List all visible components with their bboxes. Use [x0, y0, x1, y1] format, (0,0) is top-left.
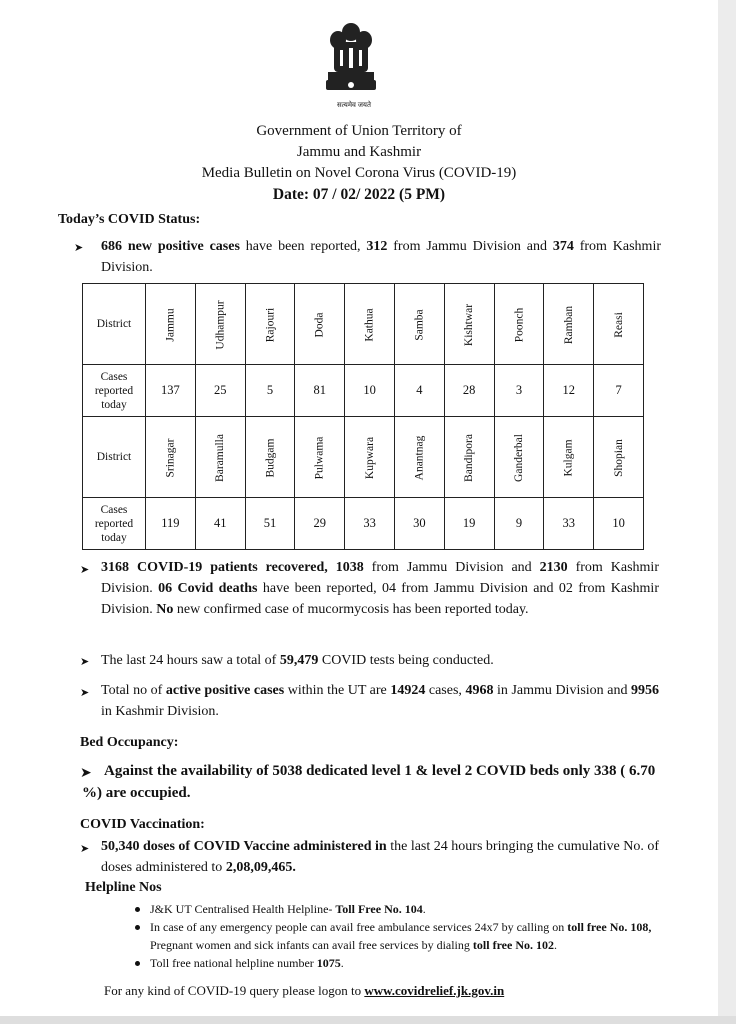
header-line-1: Government of Union Territory of — [256, 123, 462, 139]
district-header: District — [83, 417, 146, 498]
national-emblem-icon — [320, 20, 382, 100]
case-count: 33 — [345, 498, 395, 550]
case-count: 41 — [195, 498, 245, 550]
district-name: Udhampur — [214, 299, 227, 350]
district-name: Pulwama — [313, 436, 326, 479]
district-name: Poonch — [512, 307, 525, 342]
helpline-heading: Helpline Nos — [85, 880, 162, 895]
district-name: Jammu — [164, 307, 177, 342]
district-name: Kupwara — [363, 436, 376, 479]
status-heading: Today’s COVID Status: — [58, 212, 201, 227]
footer-note: For any kind of COVID-19 query please logon to www.covidrelief.jk.gov.in — [104, 983, 505, 998]
case-count: 9 — [494, 498, 544, 550]
district-name: Reasi — [612, 311, 625, 338]
cases-header: Cases reported today — [83, 365, 146, 417]
table-row — [83, 417, 644, 498]
case-count: 3 — [494, 365, 544, 417]
helpline-item-2: In case of any emergency people can avail free ambulance services 24x7 by calling on toll free No. 108, Pregnant women and sick infants can avail free services by dialing toll free No. 102. — [150, 920, 652, 952]
table-row — [83, 284, 644, 365]
helpline-item-3: Toll free national helpline number 1075. — [150, 956, 344, 970]
bottom-margin — [0, 1016, 736, 1024]
district-name: Anantnag — [413, 435, 426, 480]
covid-relief-link[interactable]: www.covidrelief.jk.gov.in — [364, 983, 505, 998]
bullet-dot-icon — [135, 907, 140, 912]
district-cases-table — [82, 283, 644, 550]
bed-occupancy-text: Against the availability of 5038 dedicated level 1 & level 2 COVID beds only 338 ( 6.70 %) are occupied. — [82, 763, 656, 801]
case-count: 4 — [394, 365, 444, 417]
arrow-bullet-icon: ➤ — [80, 656, 90, 668]
case-count: 5 — [245, 365, 295, 417]
case-count: 29 — [295, 498, 345, 550]
helpline-item-1: J&K UT Centralised Health Helpline- Toll Free No. 104. — [150, 902, 426, 916]
bed-occupancy-heading: Bed Occupancy: — [80, 735, 179, 750]
arrow-bullet-icon: ➤ — [80, 843, 90, 855]
case-count: 12 — [544, 365, 594, 417]
case-count: 30 — [394, 498, 444, 550]
district-name: Doda — [313, 312, 326, 337]
district-name: Budgam — [263, 438, 276, 477]
bullet-dot-icon — [135, 925, 140, 930]
header-line-2: Jammu and Kashmir — [296, 144, 422, 160]
emblem-motto: सत्यमेव जयते — [337, 101, 371, 109]
case-count: 7 — [594, 365, 644, 417]
district-name: Baramulla — [214, 433, 227, 482]
district-name: Kathua — [363, 307, 376, 342]
district-name: Ganderbal — [512, 433, 525, 482]
right-margin — [718, 0, 736, 1024]
district-name: Kulgam — [562, 438, 575, 477]
case-count: 28 — [444, 365, 494, 417]
bulletin-date: Date: 07 / 02/ 2022 (5 PM) — [272, 186, 446, 203]
district-name: Srinagar — [164, 438, 177, 477]
bullet-dot-icon — [135, 961, 140, 966]
case-count: 10 — [594, 498, 644, 550]
tests-bullet: The last 24 hours saw a total of 59,479 COVID tests being conducted. — [101, 653, 494, 668]
district-name: Kishtwar — [463, 303, 476, 346]
case-count: 137 — [146, 365, 196, 417]
district-name: Bandipora — [463, 433, 476, 482]
case-count: 119 — [146, 498, 196, 550]
table-row — [83, 498, 644, 550]
district-name: Samba — [413, 308, 426, 341]
recovered-bullet: 3168 COVID-19 patients recovered, 1038 from Jammu Division and 2130 from Kashmir Division. 06 Covid deaths have been reported, 04 from Jammu Division and 02 from Kashmir Division. No new confirmed case of mucormycosis has been reported today. — [101, 560, 659, 617]
district-name: Ramban — [562, 305, 575, 344]
cases-header: Cases reported today — [83, 498, 146, 550]
active-cases-bullet: Total no of active positive cases within the UT are 14924 cases, 4968 in Jammu Division and 9956 in Kashmir Division. — [101, 683, 659, 719]
district-name: Shopian — [612, 438, 625, 477]
case-count: 81 — [295, 365, 345, 417]
arrow-bullet-icon: ➤ — [74, 242, 84, 254]
case-count: 33 — [544, 498, 594, 550]
case-count: 51 — [245, 498, 295, 550]
arrow-bullet-icon: ➤ — [80, 766, 92, 781]
district-name: Rajouri — [263, 307, 276, 342]
header-line-3: Media Bulletin on Novel Corona Virus (COVID-19) — [201, 165, 517, 181]
new-cases-bullet: 686 new positive cases have been reported, 312 from Jammu Division and 374 from Kashmir Division. — [101, 239, 662, 275]
case-count: 25 — [195, 365, 245, 417]
vaccination-bullet: 50,340 doses of COVID Vaccine administered in the last 24 hours bringing the cumulative No. of doses administered to 2,08,09,465. — [101, 839, 659, 875]
arrow-bullet-icon: ➤ — [80, 564, 90, 576]
district-header: District — [83, 284, 146, 365]
case-count: 10 — [345, 365, 395, 417]
table-row — [83, 365, 644, 417]
vaccination-heading: COVID Vaccination: — [80, 817, 205, 832]
arrow-bullet-icon: ➤ — [80, 687, 90, 699]
case-count: 19 — [444, 498, 494, 550]
